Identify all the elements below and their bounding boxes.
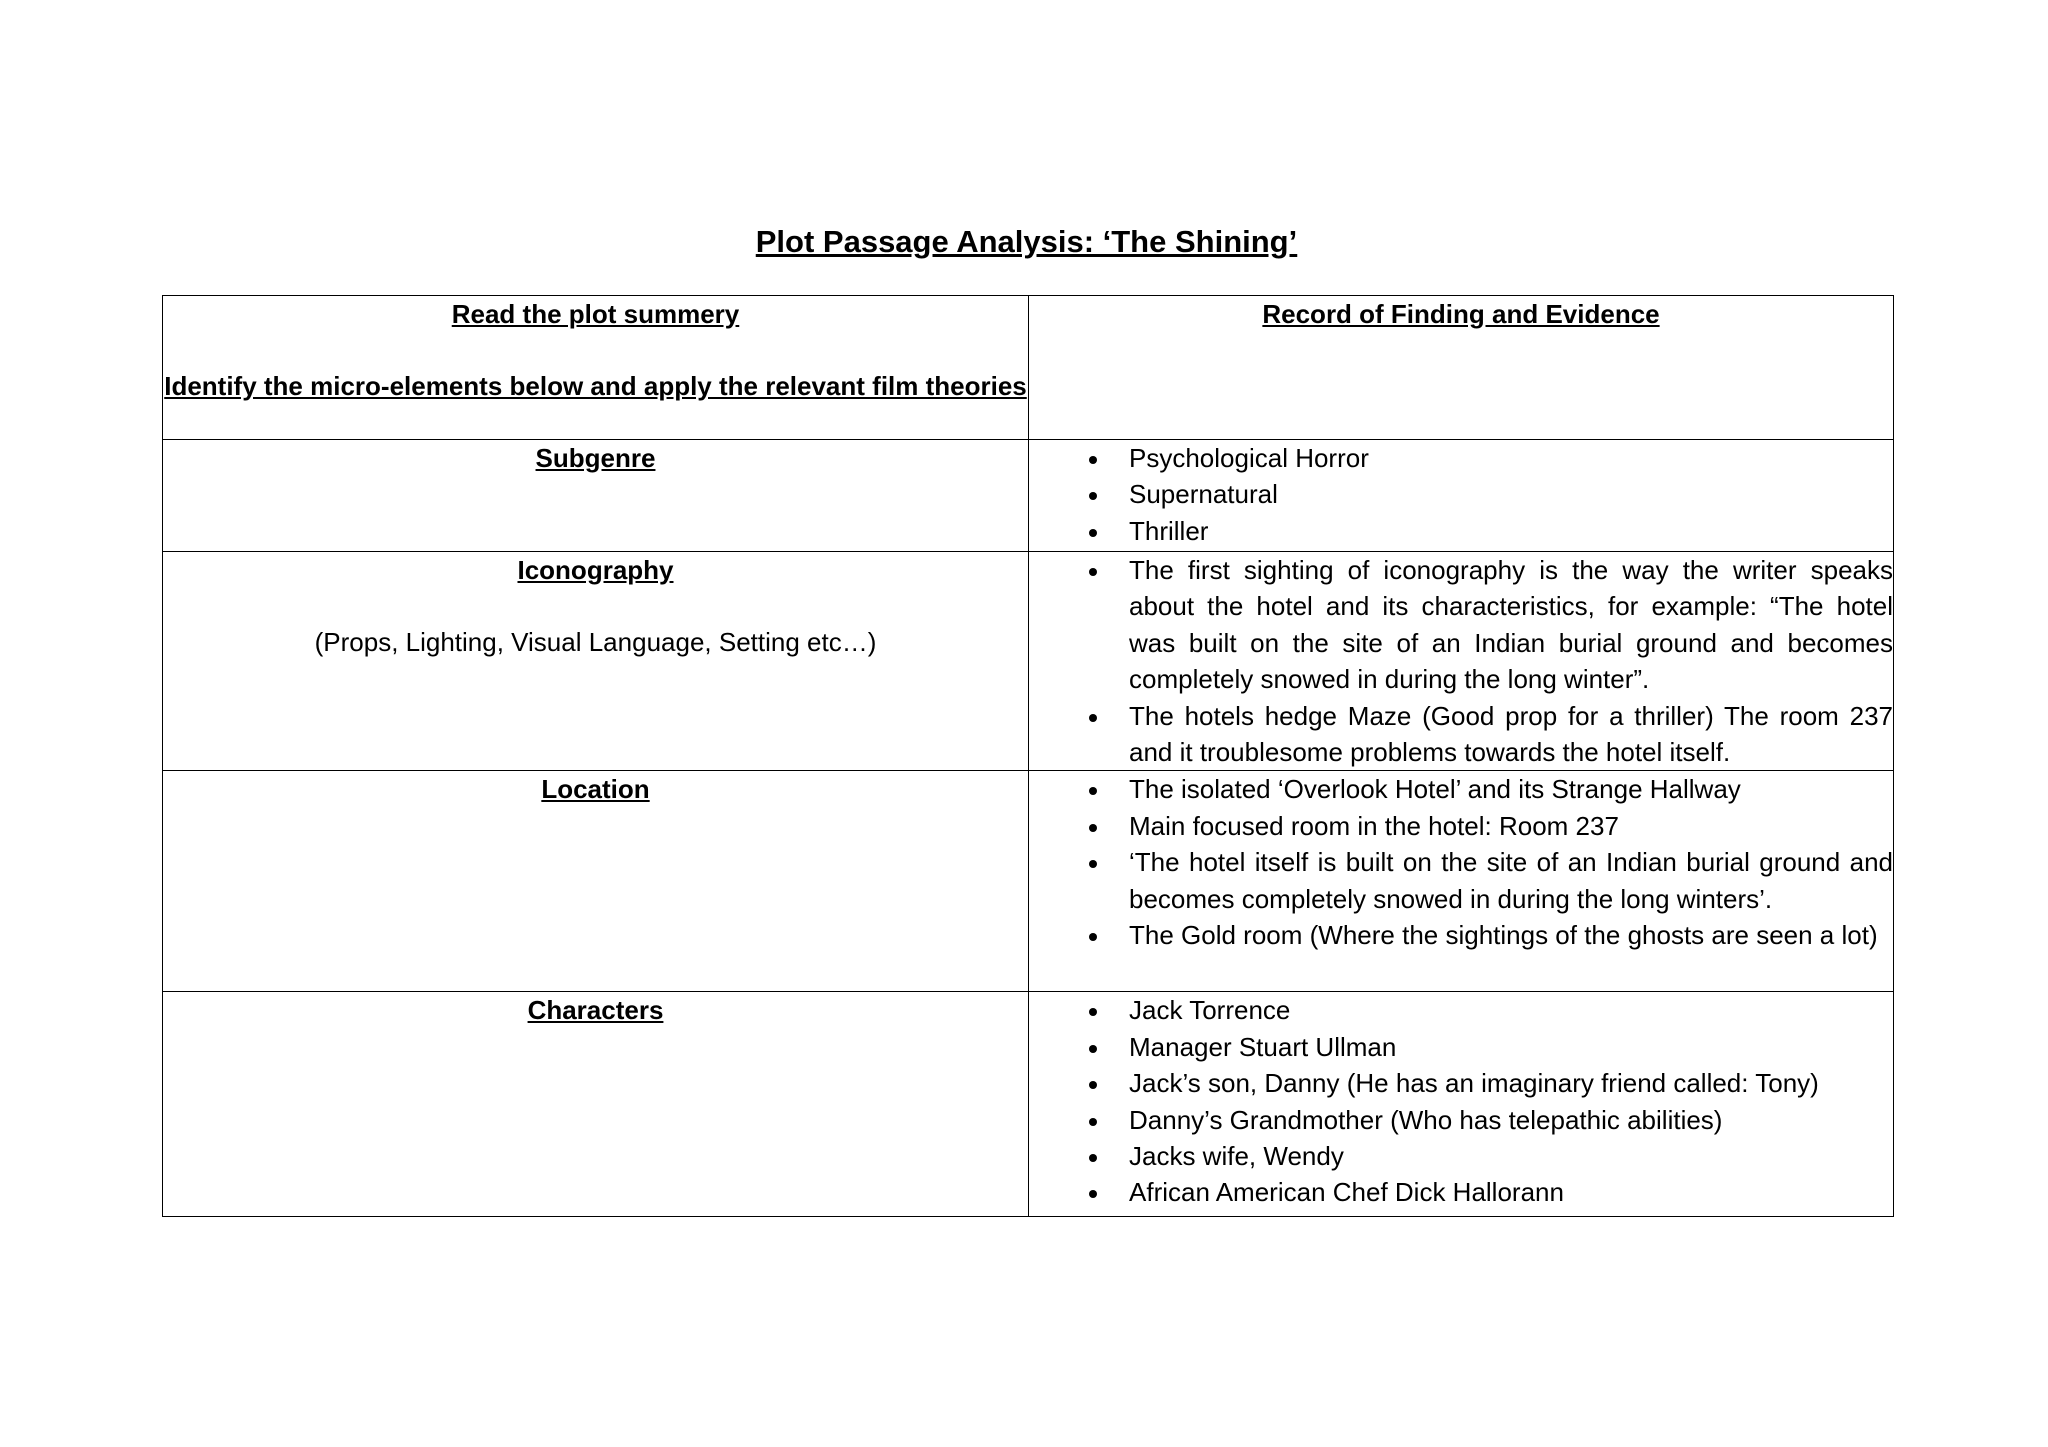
row-findings-cell — [1029, 552, 1894, 771]
row-heading-characters: Characters — [527, 995, 664, 1026]
list-item: African American Chef Dick Hallorann — [1029, 1174, 1893, 1210]
findings-list-iconography — [1029, 552, 1893, 770]
header-right-cell — [1029, 296, 1894, 440]
header-record-title: Record of Finding and Evidence — [1262, 299, 1660, 329]
list-item: The Gold room (Where the sightings of the ghosts are seen a lot) — [1029, 917, 1893, 953]
findings-list-subgenre — [1029, 440, 1893, 549]
list-item: Supernatural — [1029, 476, 1893, 512]
list-item: ‘The hotel itself is built on the site of an Indian burial ground and becomes completely snowed in during the long winters’. — [1029, 844, 1893, 917]
findings-list-location — [1029, 771, 1893, 953]
row-findings-cell — [1029, 440, 1894, 552]
list-item: The hotels hedge Maze (Good prop for a thriller) The room 237 and it troublesome problems towards the hotel itself. — [1029, 698, 1893, 771]
findings-list-characters — [1029, 992, 1893, 1210]
header-spacer — [163, 332, 1028, 368]
table-row-subgenre — [163, 440, 1894, 552]
header-instruction-read: Read the plot summery — [451, 299, 740, 329]
list-item: Danny’s Grandmother (Who has telepathic abilities) — [1029, 1102, 1893, 1138]
analysis-table — [162, 295, 1894, 1217]
list-item: Main focused room in the hotel: Room 237 — [1029, 808, 1893, 844]
row-label-cell — [163, 440, 1029, 552]
list-item: Jack’s son, Danny (He has an imaginary friend called: Tony) — [1029, 1065, 1893, 1101]
row-note-iconography: (Props, Lighting, Visual Language, Setting etc…) — [314, 627, 877, 657]
list-item: The first sighting of iconography is the way the writer speaks about the hotel and its characteristics, for example: “The hotel was built on the site of an Indian burial ground and becomes completely snowed in during the long winter”. — [1029, 552, 1893, 698]
list-item: Jacks wife, Wendy — [1029, 1138, 1893, 1174]
table-header-row — [163, 296, 1894, 440]
row-label-cell — [163, 992, 1029, 1217]
table-row-characters — [163, 992, 1894, 1217]
table-row-location — [163, 771, 1894, 992]
row-label-cell — [163, 771, 1029, 992]
row-findings-cell — [1029, 992, 1894, 1217]
list-item: Manager Stuart Ullman — [1029, 1029, 1893, 1065]
row-heading-location: Location — [541, 774, 650, 805]
list-item: Jack Torrence — [1029, 992, 1893, 1028]
header-left-cell — [163, 296, 1029, 440]
row-findings-cell — [1029, 771, 1894, 992]
list-item: Psychological Horror — [1029, 440, 1893, 476]
list-item: The isolated ‘Overlook Hotel’ and its Strange Hallway — [1029, 771, 1893, 807]
row-heading-subgenre: Subgenre — [535, 443, 656, 473]
row-label-cell — [163, 552, 1029, 771]
table-row-iconography — [163, 552, 1894, 771]
header-instruction-identify: Identify the micro-elements below and apply the relevant film theories — [164, 371, 1027, 401]
list-item: Thriller — [1029, 513, 1893, 549]
row-spacer — [163, 588, 1028, 624]
row-heading-iconography: Iconography — [517, 555, 674, 585]
document-title: Plot Passage Analysis: ‘The Shining’ — [755, 224, 1298, 259]
